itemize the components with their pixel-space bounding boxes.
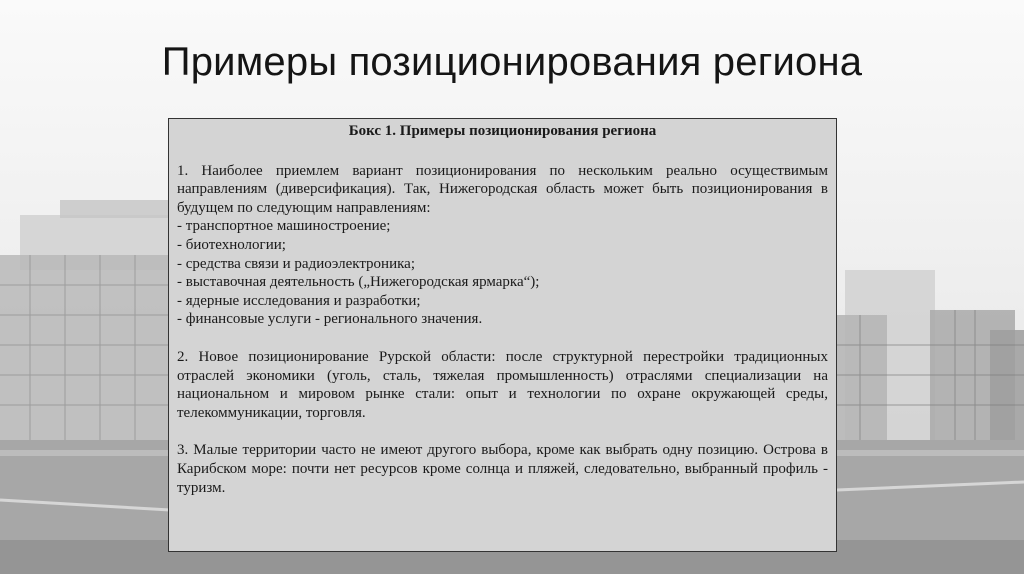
list-item: - ядерные исследования и разработки; — [177, 292, 421, 309]
list-item: - средства связи и радиоэлектроника; — [177, 255, 416, 272]
list-item: - транспортное машиностроение; — [177, 218, 391, 235]
list-item: - выставочная деятельность („Нижегородская ярмарка“); — [177, 274, 540, 291]
slide-title: Примеры позиционирования региона — [161, 40, 863, 84]
list-item: - биотехнологии; — [177, 236, 286, 253]
list-item: - финансовые услуги - регионального значения. — [177, 311, 483, 328]
box-title: Бокс 1. Примеры позиционирования региона — [348, 123, 657, 139]
text-box — [168, 118, 837, 552]
paragraph-2: 2. Новое позиционирование Рурской области: после структурной перестройки традиционных отраслей экономики (уголь, сталь, тяжелая промышленность) отраслями специализации на национальном и мировом рынке стали: опыт и технологии по охране окружающей среды, телекоммуникации, торговля. — [177, 348, 828, 421]
paragraph-3: 3. Малые территории часто не имеют другого выбора, кроме как выбрать одну позицию. Острова в Карибском море: почти нет ресурсов кроме солнца и пляжей, следовательно, выбранный профиль - туризм. — [177, 442, 828, 496]
paragraph-1-intro: 1. Наиболее приемлем вариант позиционирования по нескольким реально осуществимым направлениям (диверсификация). Так, Нижегородская область может быть позиционирования в будущем по следующим направлениям: — [177, 162, 828, 216]
